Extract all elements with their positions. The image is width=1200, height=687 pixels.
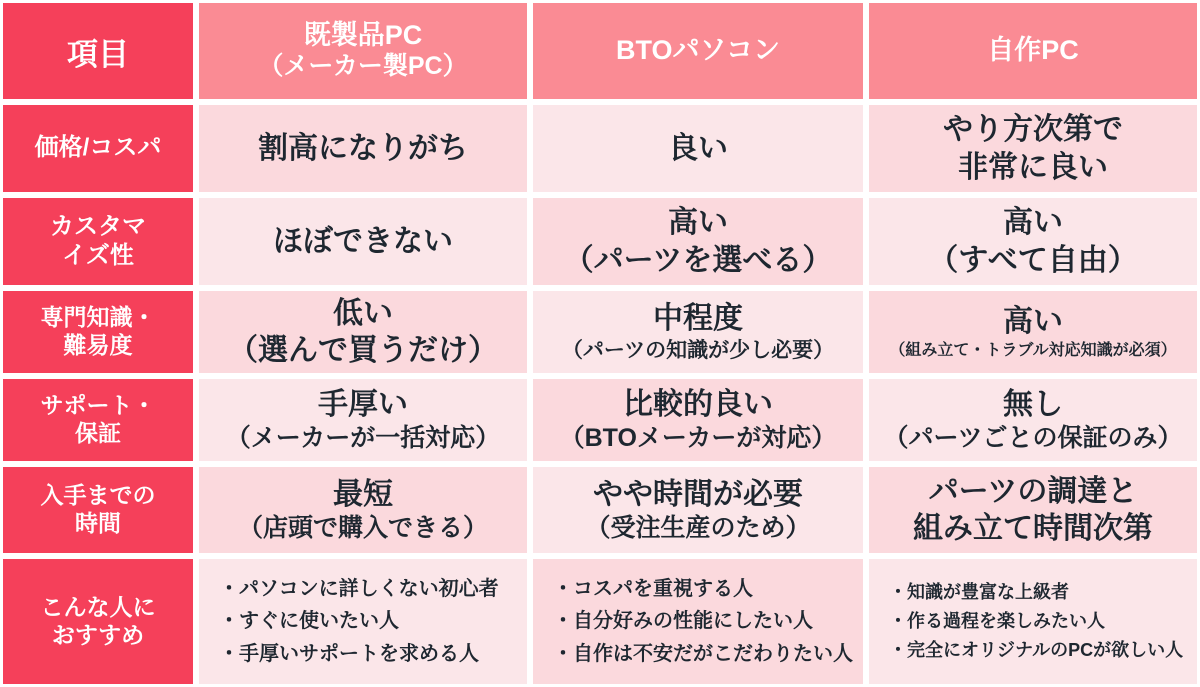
cell-support-diy [866,376,1200,464]
cell-sub-text: （パーツごとの保証のみ） [883,424,1183,453]
list-item: ・自分好みの性能にしたい人 [553,610,813,633]
cell-sub-text: 非常に良い [958,150,1108,184]
cell-expertise-prebuilt [196,288,530,376]
list-item: ・完全にオリジナルのPCが欲しい人 [889,640,1184,661]
table-header-prebuilt-pc [196,0,530,102]
row-label-lead-time [0,464,196,556]
cell-main-text: 低い [333,296,393,330]
cell-sub-text: （パーツの知識が少し必要） [561,338,835,362]
cell-main-text: 割高になりがち [258,131,468,165]
cell-expertise-bto [530,288,866,376]
cell-sub-text: （すべて自由） [928,243,1138,277]
cell-support-prebuilt [196,376,530,464]
row-label-line-1: 専門知識・ [40,304,156,331]
cell-main-text: 手厚い [318,387,408,421]
cell-lead-time-diy [866,464,1200,556]
list-item: ・知識が豊富な上級者 [889,581,1069,602]
cell-recommended-diy [866,556,1200,687]
list-item: ・自作は不安だがこだわりたい人 [553,642,853,665]
row-label-support [0,376,196,464]
cell-expertise-diy [866,288,1200,376]
cell-sub-text: （組み立て・トラブル対応知識が必須） [889,341,1177,359]
row-label-line-2: イズ性 [62,241,134,269]
row-label-line-1: こんな人に [40,593,156,620]
cell-price-bto [530,102,866,195]
row-label-recommended-for [0,556,196,687]
row-label-line-1: 入手までの [40,482,156,509]
cell-main-text: 高い [1003,206,1063,239]
bullet-list [205,573,521,670]
cell-sub-text: （受注生産のため） [585,514,811,543]
header-line-2: （メーカー製PC） [258,52,468,81]
row-label-line-1: サポート・ [40,392,156,419]
cell-main-text: 高い [668,206,728,239]
cell-customizability-diy [866,195,1200,288]
cell-sub-text: （店頭で購入できる） [237,514,488,543]
cell-price-diy [866,102,1200,195]
table-header-diy-pc: 自作PC [866,0,1200,102]
cell-main-text: パーツの調達と [928,474,1138,508]
cell-recommended-bto [530,556,866,687]
row-label-expertise [0,288,196,376]
table-header-item: 項目 [0,0,196,102]
row-label-line-2: 難易度 [63,332,133,358]
list-item: ・コスパを重視する人 [553,577,753,600]
list-item: ・すぐに使いたい人 [219,610,399,633]
bullet-list [875,578,1191,665]
cell-main-text: 中程度 [653,302,743,336]
cell-lead-time-bto [530,464,866,556]
cell-main-text: 無し [1003,387,1063,421]
cell-customizability-bto [530,195,866,288]
cell-sub-text: （選んで買うだけ） [228,334,498,367]
bullet-list [539,573,857,670]
row-label-price: 価格/コスパ [0,102,196,195]
cell-main-text: 最短 [333,477,393,511]
cell-sub-text: （BTOメーカーが対応） [559,424,837,453]
cell-sub-text: （メーカーが一括対応） [225,424,501,453]
row-label-line-2: おすすめ [51,621,145,648]
list-item: ・手厚いサポートを求める人 [219,642,479,665]
cell-main-text: 高い [1003,305,1063,339]
cell-main-text: やり方次第で [943,113,1123,146]
list-item: ・パソコンに詳しくない初心者 [219,577,499,600]
cell-lead-time-prebuilt [196,464,530,556]
cell-main-text: やや時間が必要 [593,477,803,511]
cell-sub-text: （パーツを選べる） [563,243,833,277]
row-label-line-2: 時間 [75,510,121,536]
cell-support-bto [530,376,866,464]
cell-customizability-prebuilt [196,195,530,288]
cell-main-text: 比較的良い [623,387,773,421]
list-item: ・作る過程を楽しみたい人 [889,610,1105,631]
row-label-customizability [0,195,196,288]
cell-main-text: ほぼできない [273,224,453,258]
header-line-1: 既製品PC [303,20,423,51]
table-header-bto-pc: BTOパソコン [530,0,866,102]
row-label-line-2: 保証 [75,420,121,446]
row-label-line-1: カスタマ [50,212,146,240]
cell-recommended-prebuilt [196,556,530,687]
cell-main-text: 良い [668,131,728,165]
cell-sub-text: 組み立て時間次第 [913,512,1153,545]
cell-price-prebuilt [196,102,530,195]
